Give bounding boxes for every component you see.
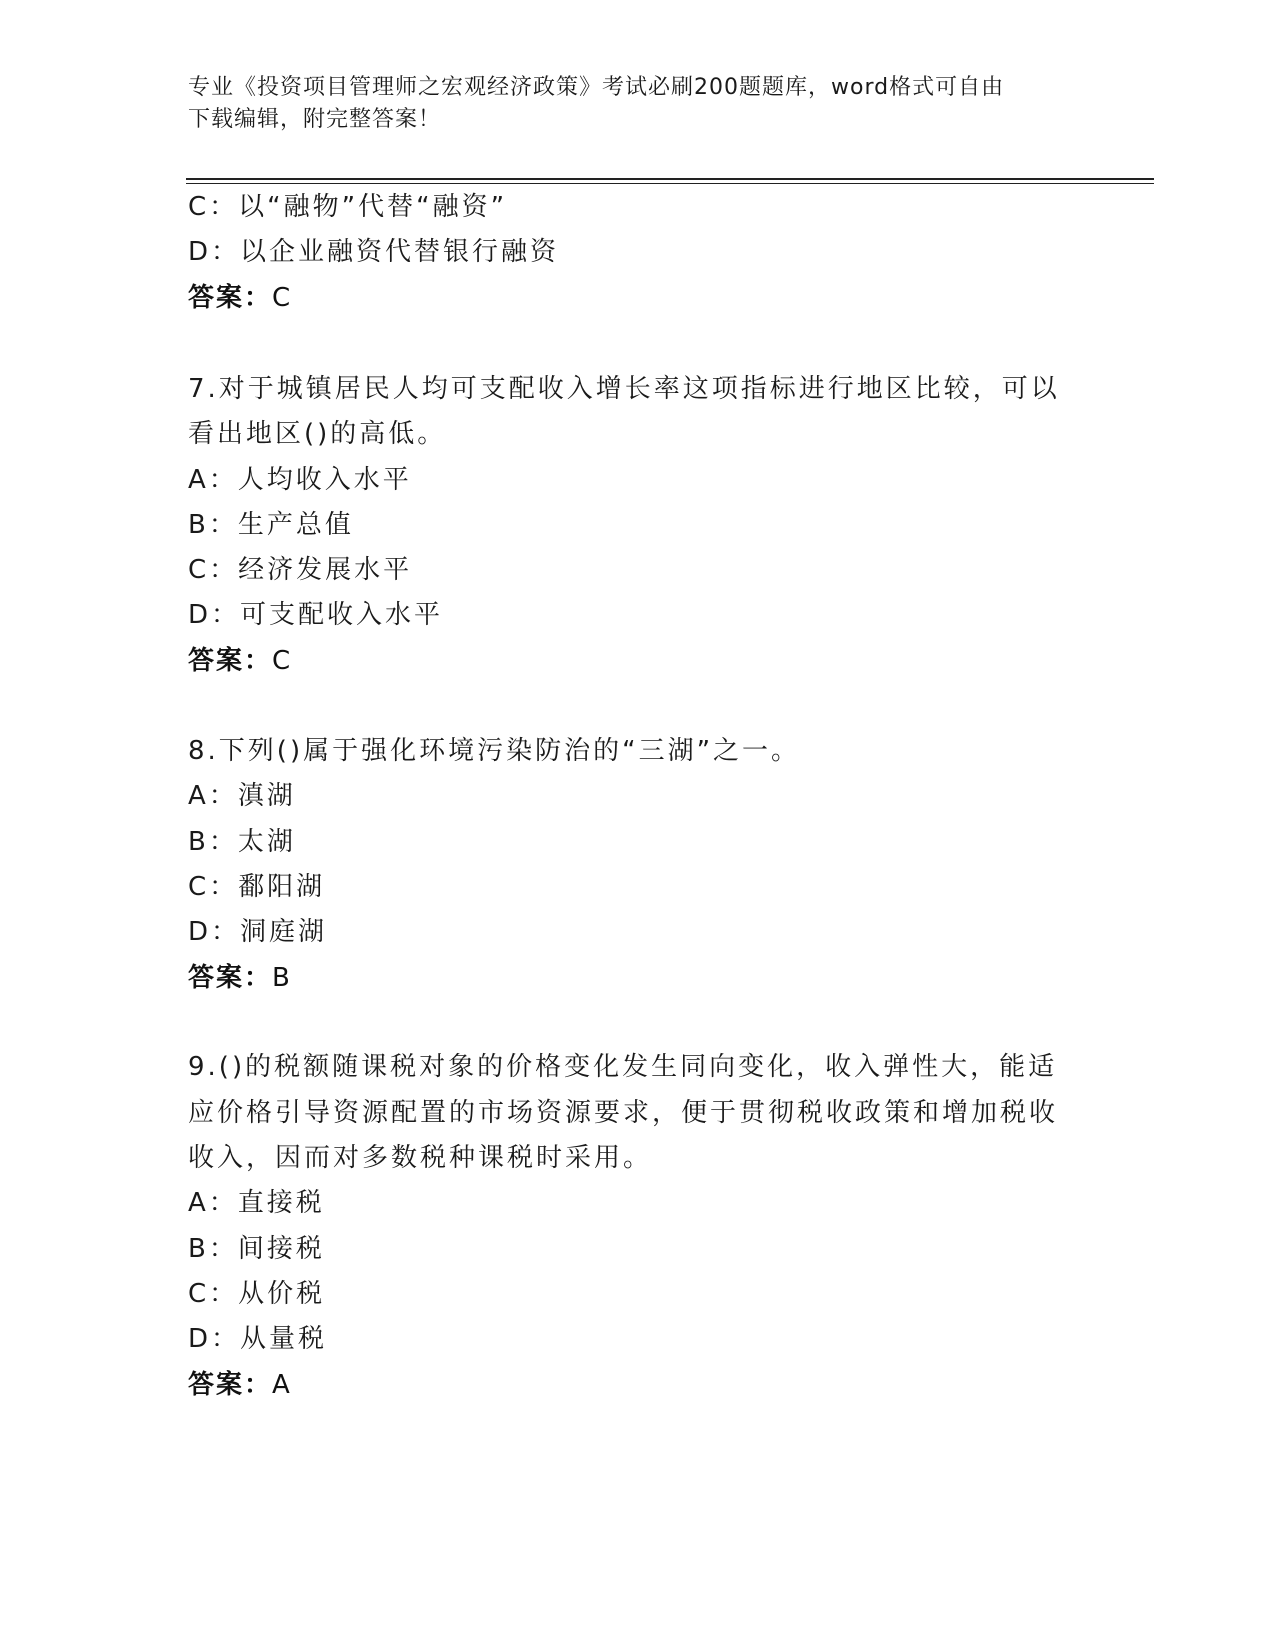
- question-7-option-d: D：可支配收入水平: [188, 600, 444, 630]
- prev-option-c: C：以“融物”代替“融资”: [188, 192, 508, 222]
- prev-option-d: D：以企业融资代替银行融资: [188, 237, 560, 267]
- question-8-answer: [188, 961, 292, 995]
- question-7-text-line-1: 7.对于城镇居民人均可支配收入增长率这项指标进行地区比较，可以: [188, 374, 1060, 404]
- answer-value: A: [272, 1370, 292, 1400]
- question-7-option-c: C：经济发展水平: [188, 555, 413, 585]
- header-divider-thick: [186, 178, 1154, 180]
- question-7-text-line-2: 看出地区()的高低。: [188, 419, 447, 449]
- question-9-option-a: A：直接税: [188, 1188, 325, 1218]
- header-line-1: 专业《投资项目管理师之宏观经济政策》考试必刷200题题库，word格式可自由: [188, 75, 1005, 100]
- question-7-answer: [188, 644, 292, 678]
- question-8-text-line-1: 8.下列()属于强化环境污染防治的“三湖”之一。: [188, 736, 801, 766]
- question-8-option-a: A：滇湖: [188, 781, 296, 811]
- question-8-option-d: D：洞庭湖: [188, 917, 328, 947]
- answer-value: C: [272, 283, 293, 313]
- question-9-text-line-3: 收入，因而对多数税种课税时采用。: [188, 1143, 653, 1173]
- question-8-option-b: B：太湖: [188, 827, 296, 857]
- question-9-option-c: C：从价税: [188, 1279, 326, 1309]
- question-9-option-b: B：间接税: [188, 1234, 325, 1264]
- document-header: [188, 72, 1068, 136]
- prev-answer: [188, 281, 292, 315]
- answer-label: 答案：: [188, 646, 273, 676]
- question-9-answer: [188, 1368, 292, 1402]
- header-line-2: 下载编辑，附完整答案！: [188, 107, 442, 132]
- answer-value: C: [272, 646, 293, 676]
- answer-label: 答案：: [188, 963, 273, 993]
- question-7-option-b: B：生产总值: [188, 510, 354, 540]
- question-9-option-d: D：从量税: [188, 1324, 328, 1354]
- header-divider-thin: [186, 183, 1154, 184]
- answer-value: B: [272, 963, 292, 993]
- question-9-text-line-1: 9.()的税额随课税对象的价格变化发生同向变化，收入弹性大，能适: [188, 1052, 1058, 1082]
- question-8-option-c: C：鄱阳湖: [188, 872, 326, 902]
- question-9-text-line-2: 应价格引导资源配置的市场资源要求，便于贯彻税收政策和增加税收: [188, 1098, 1059, 1128]
- answer-label: 答案：: [188, 1370, 273, 1400]
- question-7-option-a: A：人均收入水平: [188, 465, 412, 495]
- answer-label: 答案：: [188, 283, 273, 313]
